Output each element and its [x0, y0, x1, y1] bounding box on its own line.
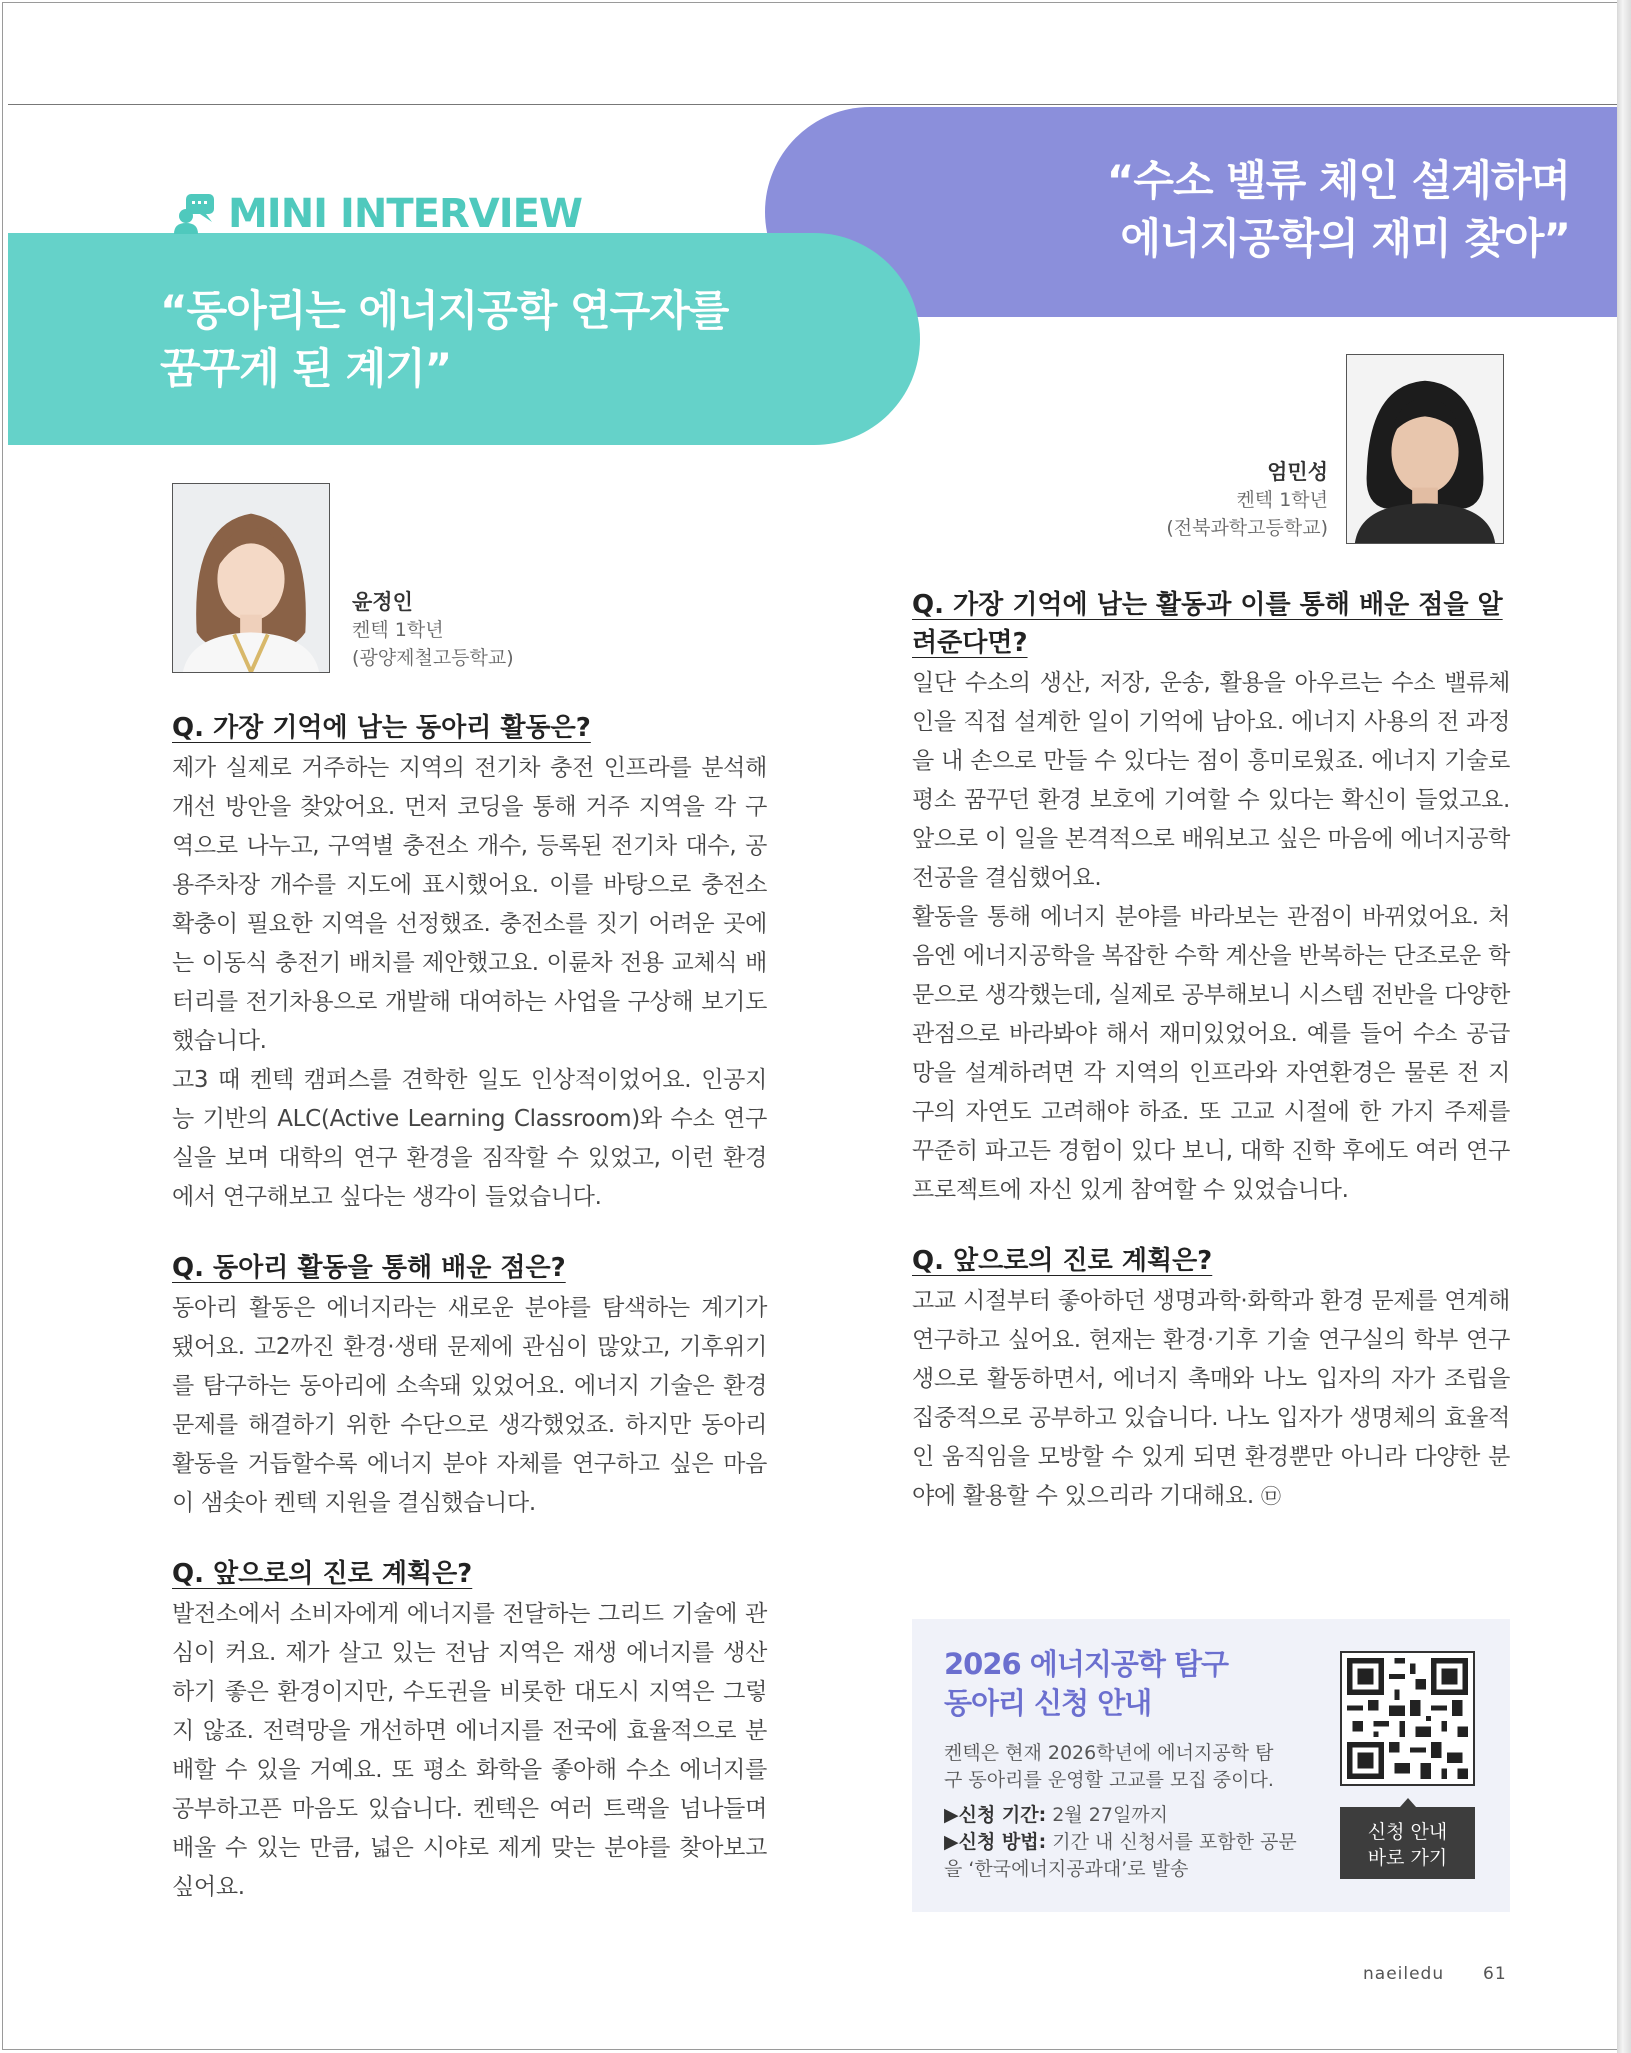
info-period — [944, 1802, 1314, 1829]
info-description: 켄텍은 현재 2026학년에 에너지공학 탐구 동아리를 운영할 고교를 모집 중이다. — [944, 1742, 1274, 1791]
person-school: (전북과학고등학교) — [1166, 517, 1328, 539]
interview-answer: 제가 실제로 거주하는 지역의 전기차 충전 인프라를 분석해 개선 방안을 찾았어요. 먼저 코딩을 통해 거주 지역을 각 구역으로 나누고, 구역별 충전소 개수, 등록된 전기차 대수, 공용주차장 개수를 지도에 표시했어요. 이를 바탕으로 충전소 확충이 필요한 지역을 선정했죠. 충전소를 짓기 어려운 곳에는 이동식 충전기 배치를 제안했고요. 이륜차 전용 교체식 배터리를 전기차용으로 개발해 대여하는 사업을 구상해 보기도 했습니다. — [172, 755, 767, 1054]
info-method — [944, 1829, 1314, 1883]
page-number: 61 — [1483, 1964, 1507, 1984]
left-person-photo — [172, 483, 330, 673]
interview-answer: 일단 수소의 생산, 저장, 운송, 활용을 아우르는 수소 밸류체인을 직접 설계한 일이 기억에 남아요. 에너지 사용의 전 과정을 내 손으로 만들 수 있다는 점이 흥미로웠죠. 에너지 기술로 평소 꿈꾸던 환경 보호에 기여할 수 있다는 확신이 들었고요. 앞으로 이 일을 본격적으로 배워보고 싶은 마음에 에너지공학 전공을 결심했어요. — [912, 670, 1510, 891]
info-title — [944, 1645, 1264, 1723]
left-person-caption — [352, 588, 592, 672]
button-label-line: 바로 가기 — [1367, 1847, 1448, 1869]
info-period-label: ▶신청 기간: — [944, 1804, 1047, 1826]
interview-section — [172, 709, 767, 1217]
interview-section — [172, 1555, 767, 1907]
right-interview-column — [912, 586, 1510, 1516]
page-edge — [1617, 0, 1631, 2053]
qr-code-icon[interactable] — [1340, 1651, 1475, 1786]
interview-answer: 고3 때 켄텍 캠퍼스를 견학한 일도 인상적이었어요. 인공지능 기반의 ALC(Active Learning Classroom)와 수소 연구실을 보며 대학의 연구 환경을 짐작할 수 있었고, 이런 환경에서 연구해보고 싶다는 생각이 들었습니다. — [172, 1067, 767, 1210]
info-period-value: 2월 27일까지 — [1052, 1804, 1169, 1826]
person-grade: 켄텍 1학년 — [1236, 489, 1328, 511]
interview-question: Q. 앞으로의 진로 계획은? — [912, 1246, 1213, 1276]
right-person-photo — [1346, 354, 1504, 544]
interview-question: Q. 동아리 활동을 통해 배운 점은? — [172, 1253, 566, 1283]
interview-question: Q. 앞으로의 진로 계획은? — [172, 1559, 473, 1589]
interview-answer: 동아리 활동은 에너지라는 새로운 분야를 탐색하는 계기가 됐어요. 고2까진 환경·생태 문제에 관심이 많았고, 기후위기를 탐구하는 동아리에 소속돼 있었어요. 에너지 기술은 환경 문제를 해결하기 위한 수단으로 생각했었죠. 하지만 동아리 활동을 거듭할수록 에너지 분야 자체를 연구하고 싶은 마음이 샘솟아 켄텍 지원을 결심했습니다. — [172, 1295, 767, 1516]
interview-section — [912, 586, 1510, 1210]
interview-section — [912, 1242, 1510, 1516]
interview-answer: 발전소에서 소비자에게 에너지를 전달하는 그리드 기술에 관심이 커요. 제가 살고 있는 전남 지역은 재생 에너지를 생산하기 좋은 환경이지만, 수도권을 비롯한 대도시 지역은 그렇지 않죠. 전력망을 개선하면 에너지를 전국에 효율적으로 분배할 수 있을 거예요. 또 평소 화학을 좋아해 수소 에너지를 공부하고픈 마음도 있습니다. 켄텍은 여러 트랙을 넘나들며 배울 수 있는 만큼, 넓은 시야로 제게 맞는 분야를 찾아보고 싶어요. — [172, 1601, 767, 1900]
left-headline-line: 꿈꾸게 된 계기” — [160, 344, 452, 393]
info-method-label: ▶신청 방법: — [944, 1831, 1047, 1853]
right-person-caption — [1080, 458, 1328, 542]
person-grade: 켄텍 1학년 — [352, 619, 444, 641]
interview-question: Q. 가장 기억에 남는 활동과 이를 통해 배운 점을 알려준다면? — [912, 590, 1503, 658]
right-headline-line: 에너지공학의 재미 찾아” — [1120, 214, 1570, 263]
button-label-line: 신청 안내 — [1367, 1821, 1448, 1843]
person-name: 윤정인 — [352, 590, 413, 614]
interview-answer — [912, 1282, 1510, 1516]
top-rule — [8, 104, 1617, 105]
chat-bubble-icon — [172, 192, 216, 236]
info-title-line: 2026 에너지공학 탐구 — [944, 1647, 1229, 1681]
interview-question: Q. 가장 기억에 남는 동아리 활동은? — [172, 713, 591, 743]
portrait-image — [1347, 355, 1503, 543]
left-interview-column — [172, 709, 767, 1907]
interview-section — [172, 1249, 767, 1523]
left-headline — [160, 282, 780, 398]
info-method-value: 기간 내 신청서를 포함한 공문을 ‘한국에너지공과대’로 발송 — [944, 1831, 1297, 1880]
right-headline — [1010, 152, 1570, 268]
club-info-box — [912, 1619, 1510, 1912]
qr-pattern — [1342, 1653, 1473, 1784]
interview-answer: 활동을 통해 에너지 분야를 바라보는 관점이 바뀌었어요. 처음엔 에너지공학을 복잡한 수학 계산을 반복하는 단조로운 학문으로 생각했는데, 실제로 공부해보니 시스템 전반을 다양한 관점으로 바라봐야 해서 재미있었어요. 예를 들어 수소 공급망을 설계하려면 각 지역의 인프라와 자연환경은 물론 전 지구의 자연도 고려해야 하죠. 또 고교 시절에 한 가지 주제를 꾸준히 파고든 경험이 있다 보니, 대학 진학 후에도 여러 연구 프로젝트에 자신 있게 참여할 수 있었습니다. — [912, 904, 1510, 1203]
info-title-line: 동아리 신청 안내 — [944, 1686, 1152, 1720]
end-mark-icon: ㉤ — [1260, 1484, 1281, 1508]
section-label-text: MINI INTERVIEW — [228, 191, 583, 237]
person-school: (광양제철고등학교) — [352, 647, 514, 669]
magazine-name: naeiledu — [1363, 1964, 1445, 1984]
person-name: 엄민성 — [1267, 460, 1328, 484]
left-headline-line: “동아리는 에너지공학 연구자를 — [160, 286, 729, 335]
portrait-image — [173, 484, 329, 672]
right-headline-line: “수소 밸류 체인 설계하며 — [1106, 156, 1570, 205]
answer-text: 고교 시절부터 좋아하던 생명과학·화학과 환경 문제를 연계해 연구하고 싶어요. 현재는 환경·기후 기술 연구실의 학부 연구생으로 활동하면서, 에너지 촉매와 나노 입자의 자가 조립을 집중적으로 공부하고 있습니다. 나노 입자가 생명체의 효율적인 움직임을 모방할 수 있게 되면 환경뿐만 아니라 다양한 분야에 활용할 수 있으리라 기대해요. — [912, 1288, 1510, 1509]
apply-guide-button[interactable] — [1340, 1807, 1475, 1879]
section-label — [172, 188, 582, 240]
